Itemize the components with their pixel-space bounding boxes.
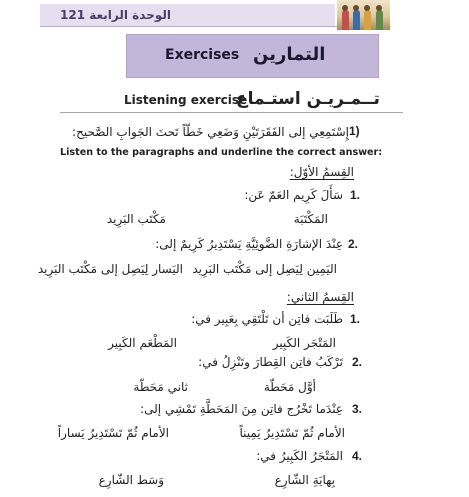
answer-option[interactable]: اليَسار لِيَصِل إلى مَكْتَب البَرِيد (37, 262, 183, 276)
answer-option[interactable]: المَتْجَر الكَبِير (272, 336, 336, 350)
photo-figure-head (376, 5, 382, 11)
question-text: المَتْجَرُ الكَبِيرُ في: (256, 449, 343, 463)
instruction-english: Listen to the paragraphs and underline the correct answer: (60, 147, 383, 158)
section-title-english: Listening exercise (124, 93, 248, 107)
answer-option[interactable]: الأمام ثُمّ تَسْتَدِيرُ يَساراً (57, 426, 169, 440)
question-number: 4. (352, 449, 363, 463)
header-photo (337, 0, 390, 30)
question-text: تَرْكَبُ فاتِن القِطارَ وتَنْزِلُ في: (198, 355, 343, 369)
page-header-rule (40, 26, 370, 27)
answer-option[interactable]: الأمام ثُمّ تَسْتَدِيرُ يَمِيناً (239, 426, 345, 440)
part-two-title: القِسمُ الثاني: (286, 290, 354, 304)
question-number: 2. (352, 355, 363, 369)
banner-title-english: Exercises (165, 47, 240, 63)
answer-option[interactable]: بِهايَةِ الشّارِع (274, 473, 335, 487)
question-number: 1. (350, 188, 361, 202)
section-divider (60, 112, 403, 113)
answer-option[interactable]: ثاني مَحَطّة (133, 380, 188, 394)
question-number: 3. (352, 402, 363, 416)
answer-option[interactable]: وَسَط الشّارِع (98, 473, 164, 487)
photo-figure (342, 10, 349, 30)
photo-figure (353, 10, 360, 30)
photo-figure (376, 10, 383, 30)
question-text: عِنْدَما تَخْرُج فاتِن مِنَ المَحَطَّةِ تَمْشِي إلى: (140, 402, 343, 416)
photo-figure-head (364, 5, 370, 11)
question-text: طَلَبَت فاتِن أن تَلْتَقِي بِعَبِير في: (191, 312, 343, 326)
photo-figure-head (353, 5, 359, 11)
photo-figure-head (342, 5, 348, 11)
instruction-arabic: إِسْتَمِعِي إلى الفَقَرَتَيْنِ وَضَعِي خَطّاً تَحتَ الجَوابِ الصَّحيح: (72, 125, 349, 139)
instruction-number: 1) (349, 124, 360, 138)
part-one-title: القِسمُ الأوّل: (289, 165, 354, 179)
banner-title-arabic: التمارين (253, 44, 326, 65)
question-text: عِنْدَ الإشارَةِ الضَّوئِيَّةِ يَسْتَدِيرُ كَرِيمٌ إلى: (155, 237, 343, 251)
answer-option[interactable]: مَكْتَب البَرِيد (106, 212, 166, 226)
photo-figure (364, 10, 371, 30)
answer-option[interactable]: المَطْعَم الكَبِير (108, 336, 177, 350)
answer-option[interactable]: اليَمِين لِيَصِل إلى مَكْتَب البَرِيد (192, 262, 337, 276)
section-title-arabic: تــمـريـن استـماع (236, 89, 380, 109)
question-text: سَأَلَ كَرِيم العَمّ عَن: (244, 188, 343, 202)
answer-option[interactable]: المَكْتَبَة (293, 212, 328, 226)
page-header-label: الوحدة الرابعة 121 (60, 8, 171, 22)
question-number: 2. (348, 237, 359, 251)
answer-option[interactable]: أوَّل مَحَطّة (263, 380, 316, 394)
question-number: 1. (350, 312, 361, 326)
